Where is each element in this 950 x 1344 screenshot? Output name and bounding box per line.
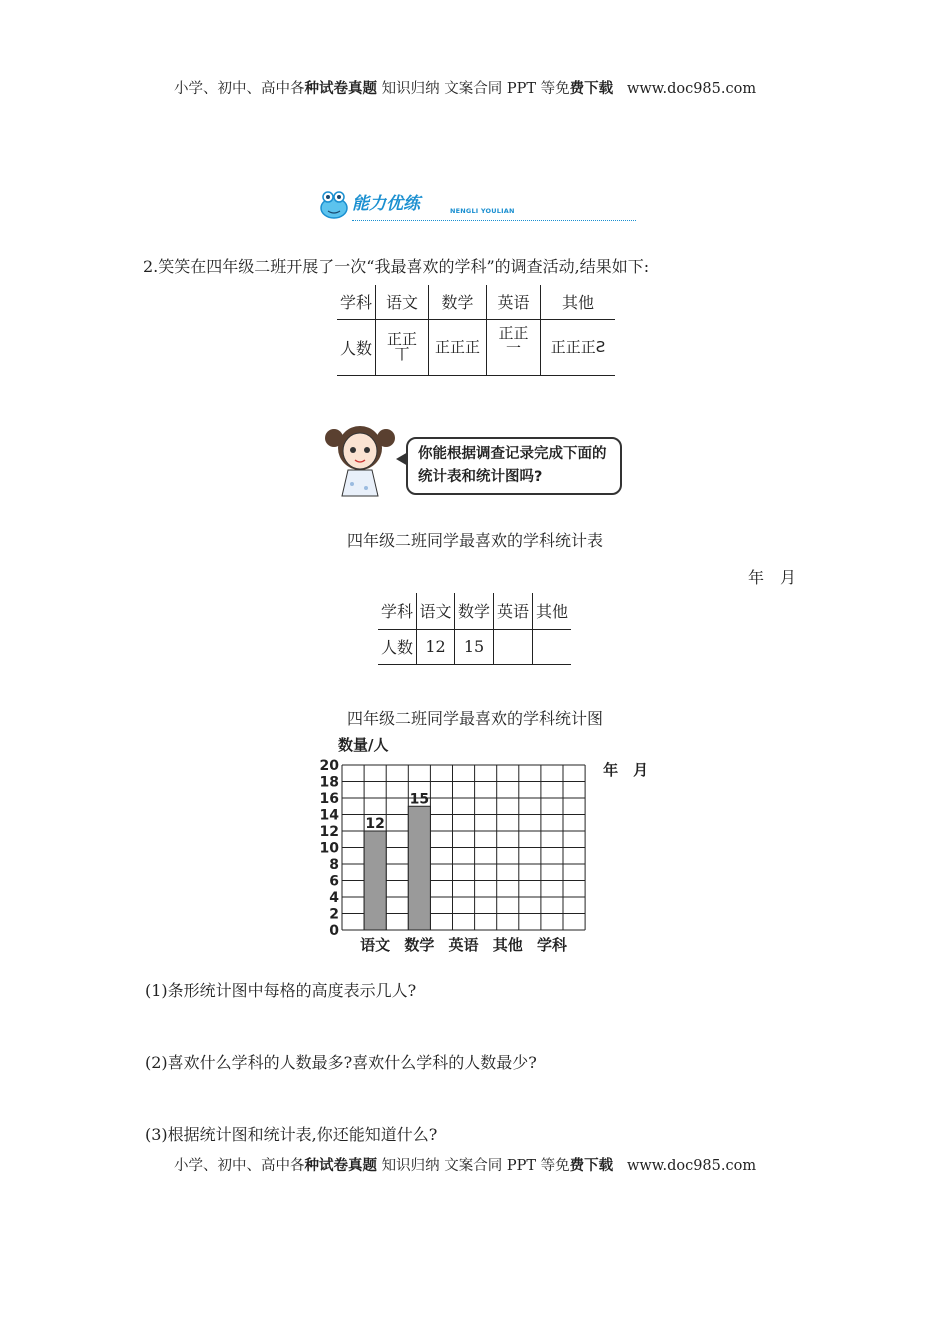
stat-data-row [378,629,571,664]
footer-text-mid: 知识归纳 文案合同 PPT 等免 [377,1158,570,1174]
header-url[interactable]: www.doc985.com [626,81,757,97]
y-tick-label: 2 [329,906,339,923]
tally-header-cell: 语文 [376,285,429,319]
girl-avatar [326,418,398,498]
stat-table-title: 四年级二班同学最喜欢的学科统计表 [346,531,603,550]
y-tick-label: 18 [319,774,339,791]
footer-text-pre: 小学、初中、高中各 [174,1158,305,1174]
x-category-label: 英语 [448,936,479,954]
y-tick-label: 0 [329,923,339,939]
tally-table [337,285,615,376]
bar-data-label: 12 [365,816,385,832]
footer-text-mark1: 种试卷真题 [304,1158,377,1174]
banner-title: 能力优练 [352,194,420,214]
header-text-mark2: 费下载 [569,81,614,97]
speech-bubble: 你能根据调查记录完成下面的统计表和统计图吗? [406,437,622,495]
tally-cell-math: 正正正 [429,319,487,375]
banner-subtitle: NENGLI YOULIAN [450,207,515,215]
tally-header-cell: 学科 [339,293,372,313]
stat-table-date: 年 月 [748,568,797,587]
page-header [174,77,756,98]
y-tick-label: 8 [329,857,339,873]
tally-header-cell: 英语 [487,285,541,319]
bar-data-label: 15 [409,791,430,808]
y-tick-label: 6 [329,873,339,890]
x-axis-label: 学科 [536,936,567,954]
sub-question-1: (1)条形统计图中每格的高度表示几人? [145,981,417,1000]
stat-cell-other[interactable] [533,629,572,664]
stat-header-cell: 英语 [494,593,533,629]
tally-cell-english: 正正 一 [487,319,541,375]
sub-question-2: (2)喜欢什么学科的人数最多?喜欢什么学科的人数最少? [145,1053,537,1072]
header-text-mark1: 种试卷真题 [304,81,377,97]
footer-url[interactable]: www.doc985.com [626,1158,757,1174]
mascot-icon [312,186,354,222]
x-category-label: 数学 [404,936,435,954]
chart-title: 四年级二班同学最喜欢的学科统计图 [346,709,603,728]
tally-header-cell: 其他 [541,285,616,319]
stat-table [378,593,571,665]
tally-row-label: 人数 [339,338,372,358]
tally-cell-chinese: 正正 丅 [376,319,429,375]
bar-chart [305,730,649,960]
banner-dotted-line [352,220,636,221]
question-intro: 2.笑笑在四年级二班开展了一次“我最喜欢的学科”的调查活动,结果如下: [143,257,650,276]
x-category-label: 其他 [492,936,523,954]
sub-question-3: (3)根据统计图和统计表,你还能知道什么? [145,1125,438,1144]
y-tick-label: 16 [319,791,339,807]
footer-text-mark2: 费下载 [569,1158,614,1174]
y-tick-label: 20 [319,758,339,774]
y-tick-label: 10 [319,840,339,857]
stat-header-cell: 学科 [380,602,413,622]
tally-cell-other: 正正正Ƨ [541,319,616,375]
bar-数学 [408,806,430,930]
y-tick-label: 14 [319,807,339,824]
tally-header-cell: 数学 [429,285,487,319]
section-banner [312,186,638,222]
stat-header-cell: 其他 [533,593,572,629]
y-tick-label: 4 [329,890,339,906]
stat-cell-chinese[interactable]: 12 [417,629,455,664]
tally-data-row [337,319,615,375]
y-axis-label: 数量/人 [338,736,389,754]
stat-cell-english[interactable] [494,629,533,664]
tally-header-row [337,285,615,319]
bar-语文 [364,831,386,930]
stat-header-cell: 语文 [417,593,455,629]
page-footer [174,1154,756,1175]
y-tick-label: 12 [319,824,339,840]
x-category-label: 语文 [360,936,391,954]
stat-header-cell: 数学 [455,593,494,629]
chart-date: 年 月 [603,761,649,779]
header-text-pre: 小学、初中、高中各 [174,81,305,97]
stat-row-label: 人数 [380,638,413,657]
header-text-mid: 知识归纳 文案合同 PPT 等免 [377,81,570,97]
stat-cell-math[interactable]: 15 [455,629,494,664]
stat-header-row [378,593,571,629]
